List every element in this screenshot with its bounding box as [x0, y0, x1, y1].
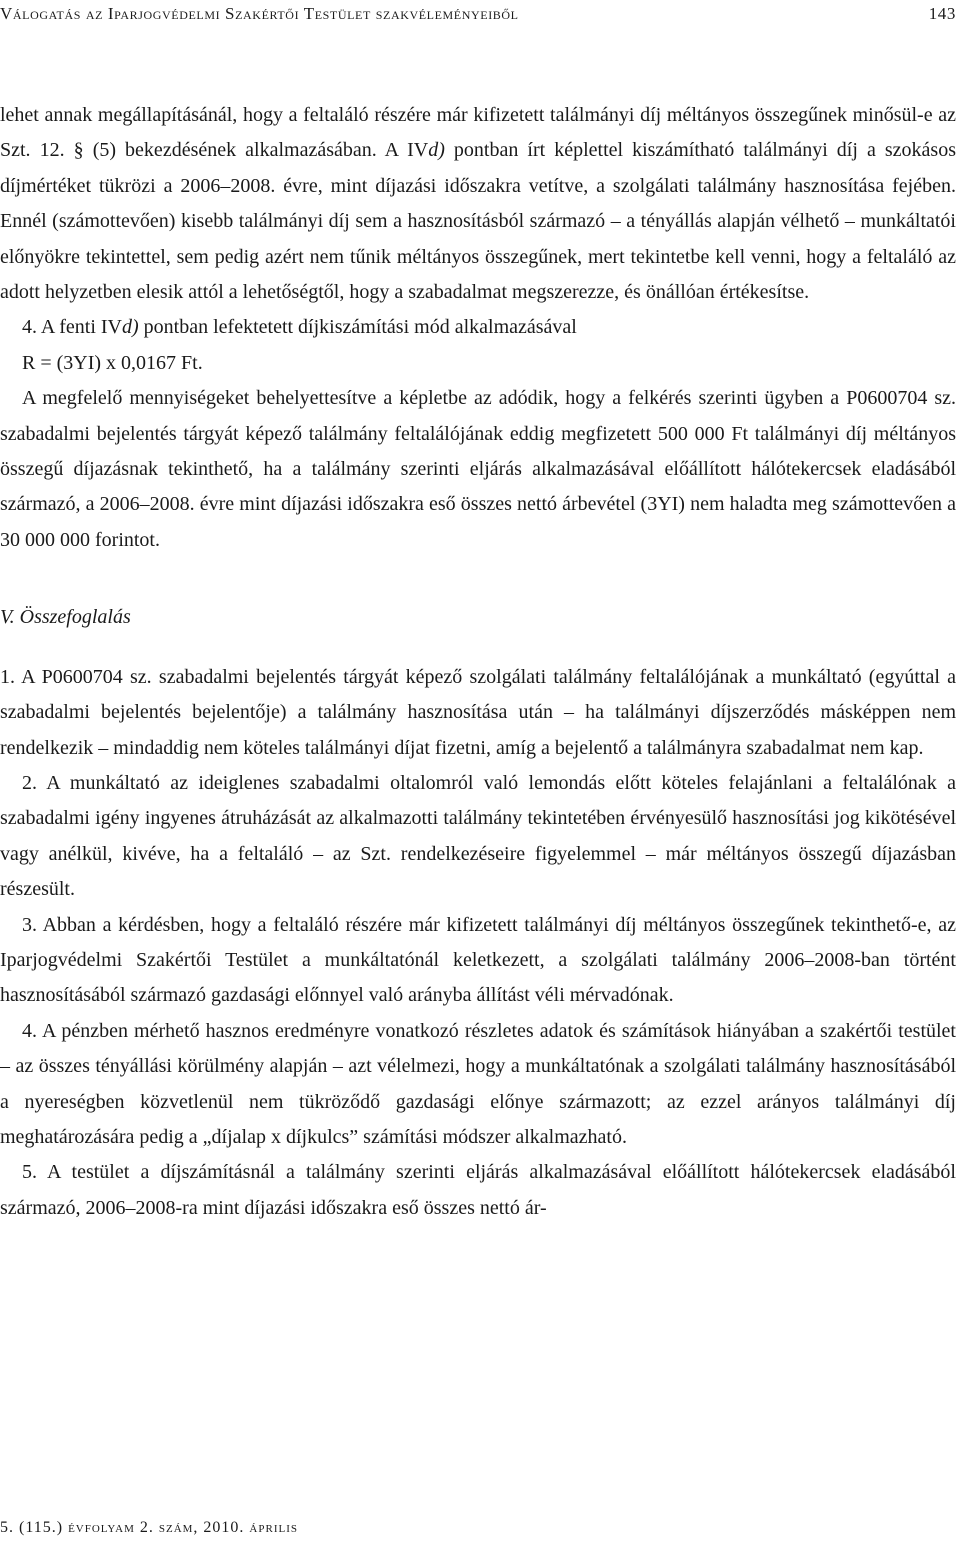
summary-item: 2. A munkáltató az ideiglenes szabadalmi oltalomról való lemondás előtt köteles felajánlani a feltalálónak a szabadalmi igény ingyenes átruházását az alkalmazotti találmány tekintetében érvényesülő hasznosítási jog kikötésével vagy anélkül, kivéve, ha a feltaláló – az Szt. rendelkezéseire figyelemmel – már méltányos összegű díjazásban részesült.: [0, 771, 956, 901]
summary-item: 4. A pénzben mérhető hasznos eredményre vonatkozó részletes adatok és számítások hiányában a szakértői testület – az összes tényállási körülmény alapján – azt vélelmezi, hogy a munkáltatónak a szolgálati találmány hasznosításából a nyereségben közvetlenül nem tükröződő gazdasági előnye származott; az ezzel arányos találmányi díj meghatározására pedig a „díjalap x díjkulcs” számítási módszer alkalmazható.: [0, 1019, 956, 1148]
running-head-title: Válogatás az Iparjogvédelmi Szakértői Testület szakvéleményeiből: [0, 4, 519, 23]
section-heading: V. Összefoglalás: [0, 606, 131, 629]
body-text: [0, 98, 956, 1226]
spacer: [0, 558, 956, 588]
italic-run: d): [428, 139, 445, 162]
paragraph: A megfelelő mennyiségeket behelyettesítve a képletbe az adódik, hogy a felkérés szerinti ügyben a P0600704 sz. szabadalmi bejelentés tárgyát képező találmány feltalálójának eddig megfizetett 500 000 Ft találmányi díj méltányos összegű díjazásnak tekinthető, ha a találmány szerinti eljárás alkalmazásával előállított hálótekercsek eladásából származó, a 2006–2008. évre mint díjazási időszakra eső összes nettó árbevétel (3YI) nem haladta meg számottevően a 30 000 000 forintot.: [0, 387, 956, 551]
page-number: 143: [928, 4, 956, 23]
summary-item: 3. Abban a kérdésben, hogy a feltaláló részére már kifizetett találmányi díj méltányos összegűnek tekinthető-e, az Iparjogvédelmi Szakértői Testület a munkáltatónál keletkezett, a szolgálati találmány 2006–2008-ban történt hasznosításából származó gazdasági előnnyel való arányba állítást véli mérvadónak.: [0, 913, 956, 1007]
running-head: [0, 4, 960, 34]
paragraph: [0, 98, 956, 310]
formula: R = (3YI) x 0,0167 Ft.: [22, 351, 203, 374]
paragraph: [0, 310, 956, 345]
footer: 5. (115.) évfolyam 2. szám, 2010. április: [0, 1519, 298, 1536]
text-run: pontban lefektetett díjkiszámítási mód alkalmazásával: [138, 316, 577, 339]
summary-item: 1. A P0600704 sz. szabadalmi bejelentés tárgyát képező szolgálati találmány feltalálójának a munkáltató (egyúttal a szabadalmi bejelentés bejelentője) a találmány hasznosítása után – ha találmányi díjszerződés másképpen nem rendelkezik – mindaddig nem köteles találmányi díjat fizetni, amíg a bejelentő a találmányra szabadalmat nem kap.: [0, 665, 956, 759]
text-run: pontban írt képlettel kiszámítható találmányi díj a szokásos díjmértéket tükrözi a 2006–2008. évre, mint díjazási időszakra vetítve, a szolgálati találmány hasznosítása fejében. Ennél (számottevően) kisebb találmányi díj sem a hasznosításból származó – a tényállás alapján vélhető – munkáltatói előnyökre tekintettel, sem pedig azért nem tűnik méltányos összegűnek, mert tekintetbe kell venni, hogy a feltaláló az adott helyzetben elesik attól a lehetőségtől, hogy a szabadalmat megszerezze, és önállóan értékesítse.: [0, 139, 956, 304]
text-run: 4. A fenti IV: [22, 316, 122, 339]
summary-item: 5. A testület a díjszámításnál a találmány szerinti eljárás alkalmazásával előállított hálótekercsek eladásából származó, 2006–2008-ra mint díjazási időszakra eső összes nettó ár-: [0, 1161, 956, 1219]
text-run: lehet annak megállapításánál, hogy a feltaláló részére már kifizetett találmányi díj méltányos összegűnek minősül-e az Szt. 12. § (5) bekezdésének alkalmazásában. A IV: [0, 104, 956, 162]
italic-run: d): [122, 316, 139, 339]
